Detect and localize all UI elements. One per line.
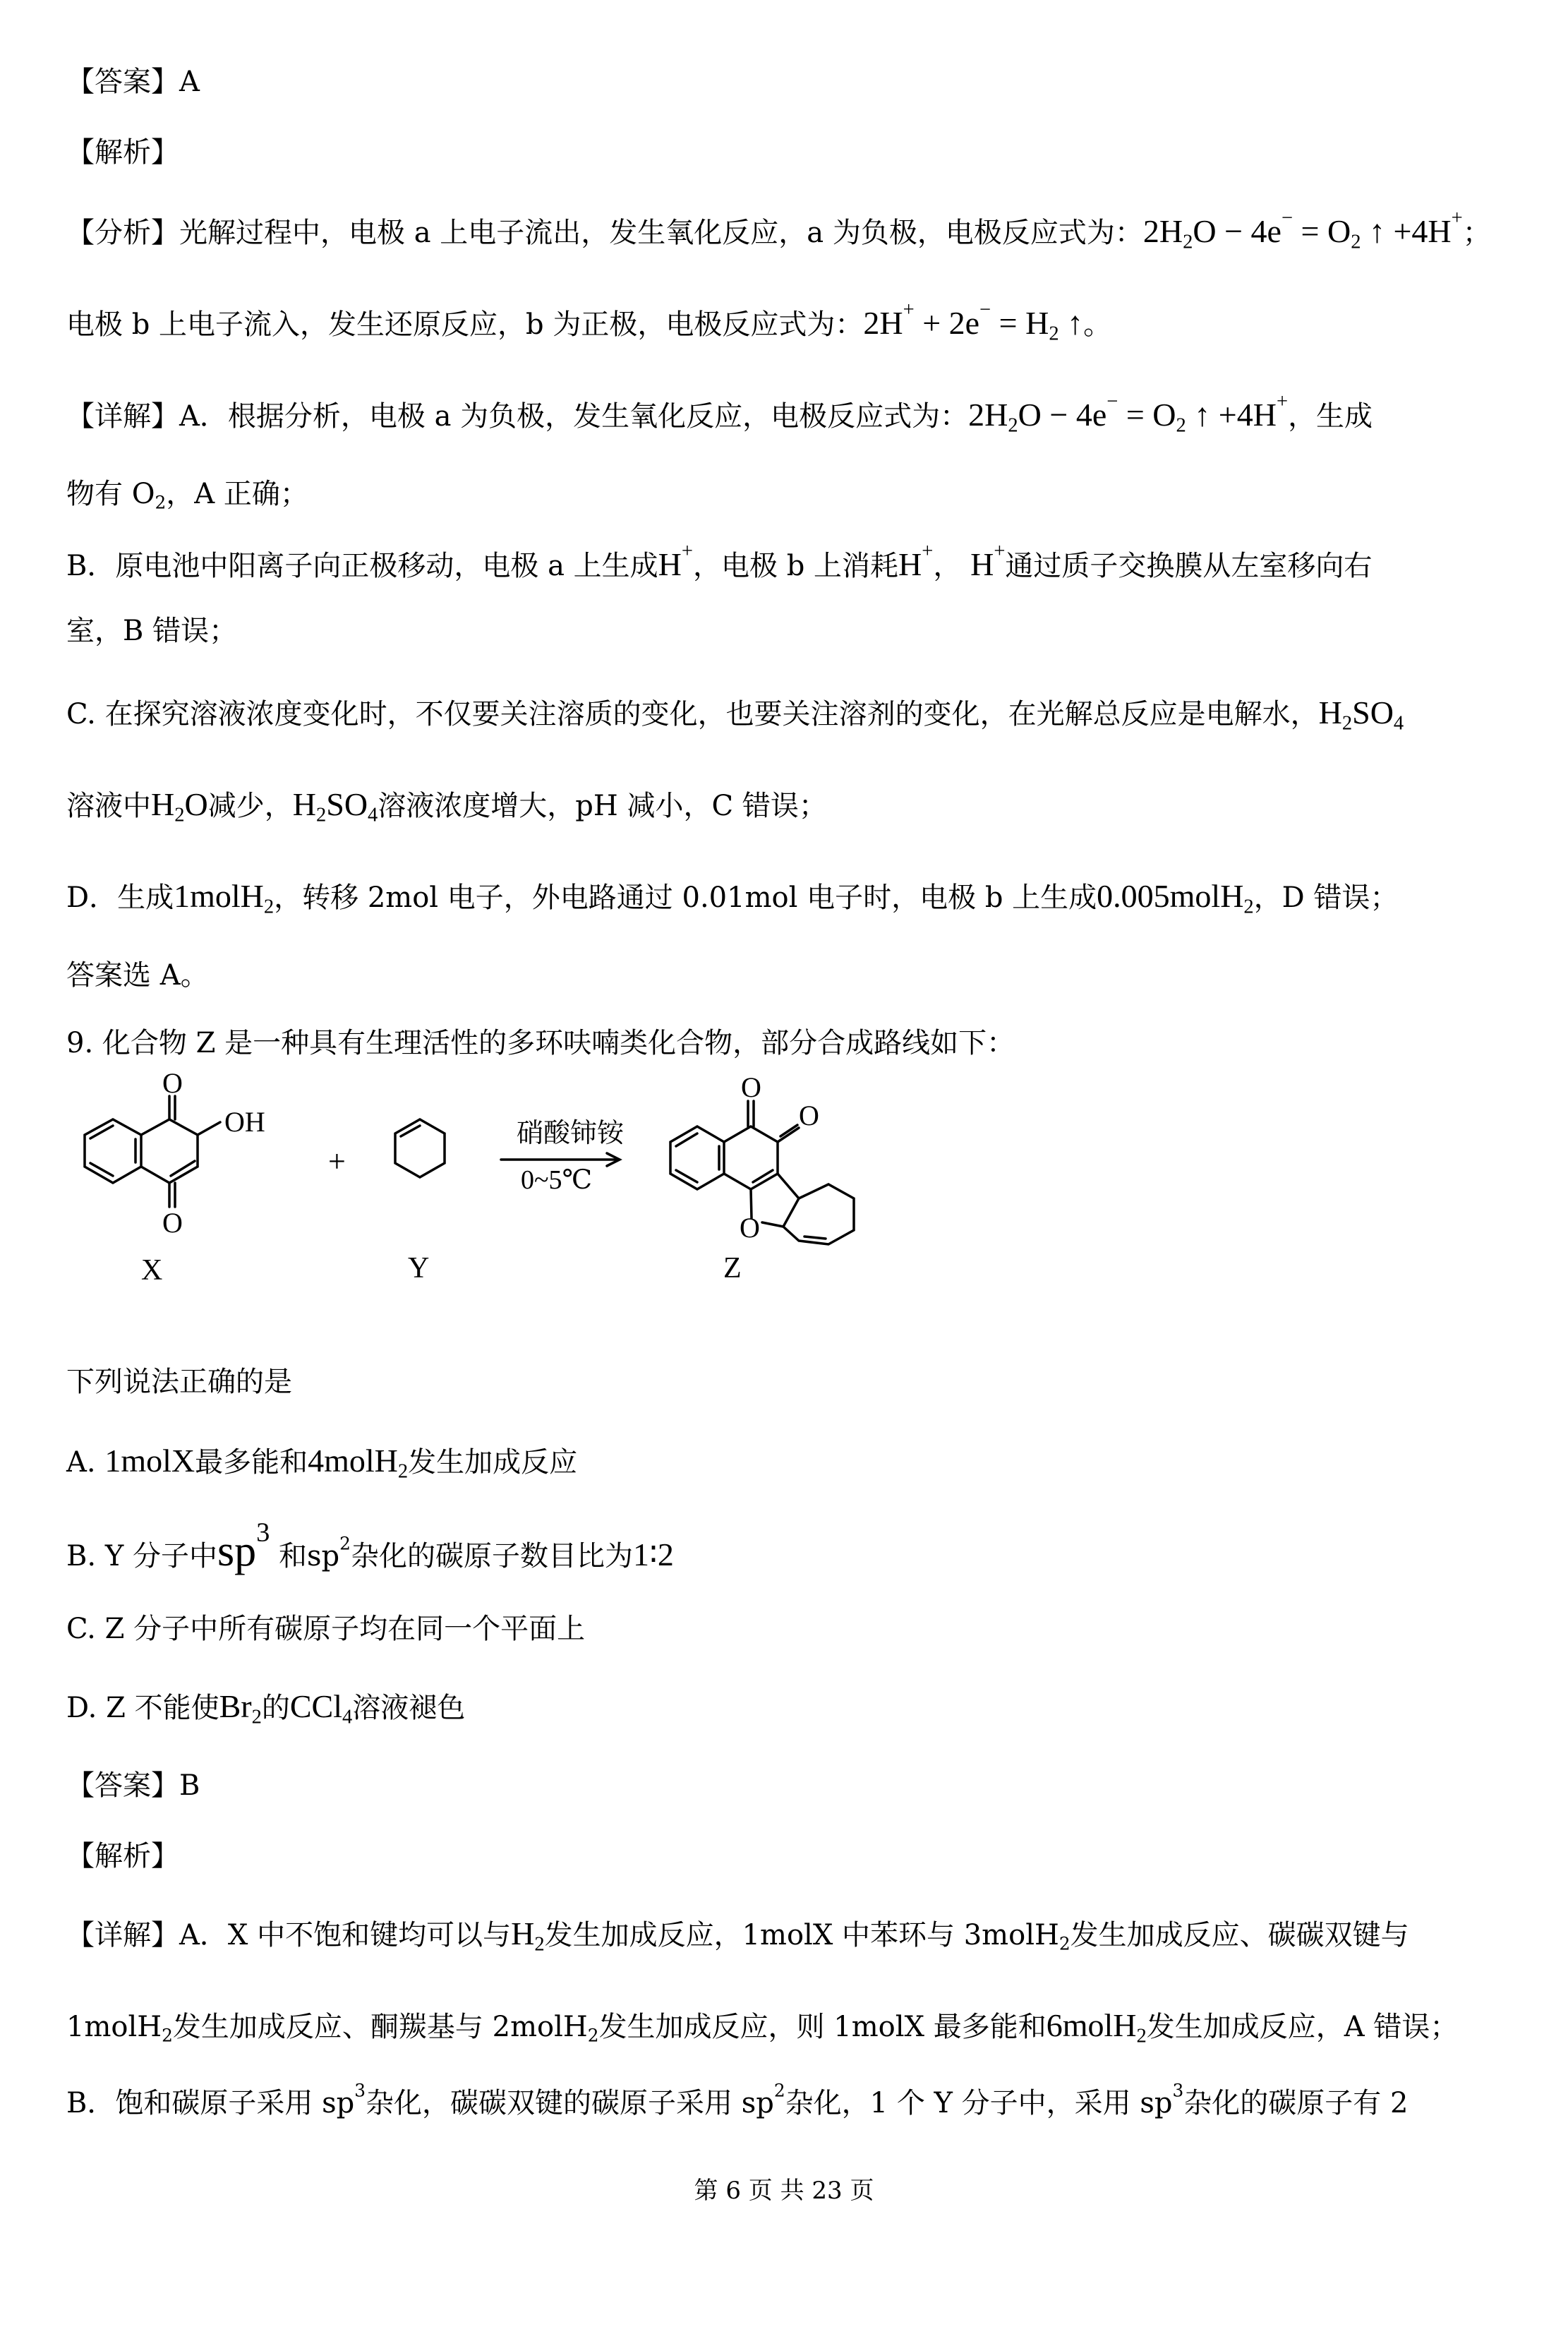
q8-option-d-line: D．生成1molH$_2$，转移 2mol 电子，外电路通过 0.01mol 电子时，电极 b 上生成0.005molH$_2$，D 错误； [66, 878, 1399, 918]
q8-option-b-line2: 室，B 错误； [66, 615, 238, 647]
q8-option-c-line2: 溶液中$H_2O$减少，$H_2SO_4$溶液浓度增大，pH 减小，C 错误； [66, 786, 827, 826]
reaction-scheme [56, 1067, 939, 1361]
svg-text:O: O [741, 1071, 761, 1103]
q9-option-a: A. 1molX最多能和4molH$_2$发生加成反应 [66, 1443, 578, 1483]
q9-detail-a-line1: 【详解】A．X 中不饱和键均可以与$H_2$发生加成反应，1molX 中苯环与 3molH$_2$发生加成反应、碳碳双键与 [66, 1915, 1409, 1956]
svg-text:硝酸铈铵: 硝酸铈铵 [517, 1119, 625, 1148]
q9-detail-b-line: B．饱和碳原子采用 $sp^3$杂化，碳碳双键的碳原子采用 $sp^2$杂化，1 个 Y 分子中，采用 $sp^3$杂化的碳原子有 2 [66, 2080, 1409, 2119]
svg-text:X: X [141, 1254, 163, 1287]
svg-text:0~5℃: 0~5℃ [521, 1165, 593, 1195]
svg-text:O: O [740, 1212, 760, 1244]
q8-detail-a-line: 【详解】A．根据分析，电极 a 为负极，发生氧化反应，电极反应式为：$2H_2O - 4e^- = O_2$ ↑ +4H+，生成 [66, 390, 1373, 437]
q8-fenxi-line: 【分析】光解过程中，电极 a 上电子流出，发生氧化反应，a 为负极，电极反应式为：$2H_2O - 4e^- = O_2$ ↑ +4H+； [66, 207, 1491, 253]
q9-stem: 9. 化合物 Z 是一种具有生理活性的多环呋喃类化合物，部分合成路线如下： [66, 1027, 1015, 1059]
svg-text:O: O [799, 1100, 819, 1131]
svg-text:OH: OH [224, 1106, 265, 1138]
svg-text:+: + [328, 1144, 346, 1179]
svg-text:Y: Y [408, 1252, 430, 1285]
q9-option-c: C. Z 分子中所有碳原子均在同一个平面上 [66, 1613, 586, 1645]
page-footer: 第 6 页 共 23 页 [694, 2177, 874, 2205]
q9-option-b: B. Y 分子中$sp^3$ 和$sp^2$杂化的碳原子数目比为1∶2 [66, 1517, 674, 1575]
q9-prompt: 下列说法正确的是 [66, 1366, 292, 1398]
q9-analysis-tag: 【解析】 [66, 1840, 179, 1872]
q9-answer-tag: 【答案】B [66, 1769, 200, 1802]
q8-final-answer: 答案选 A。 [66, 959, 209, 992]
q8-answer-tag: 【答案】A [66, 66, 200, 98]
svg-text:Z: Z [723, 1252, 742, 1285]
q8-option-c-line1: C. 在探究溶液浓度变化时，不仅要关注溶质的变化，也要关注溶剂的变化，在光解总反应是电解水，$H_2SO_4$ [66, 694, 1404, 735]
q8-product-line: 物有 $O_2$，A 正确； [66, 478, 308, 513]
svg-text:O: O [162, 1067, 183, 1099]
q9-option-d: D. Z 不能使$Br_2$的CCl$_4$溶液褪色 [66, 1688, 466, 1728]
q8-electrode-b-line: 电极 b 上电子流入，发生还原反应，b 为正极，电极反应式为：$2H^+ + 2e^- = H_2$ ↑。 [66, 299, 1112, 345]
q9-detail-a-line2: 1molH$_2$发生加成反应、酮羰基与 2molH$_2$发生加成反应，则 1molX 最多能和6molH$_2$发生加成反应，A 错误； [66, 2007, 1459, 2047]
q8-analysis-tag: 【解析】 [66, 136, 179, 169]
q8-option-b-line1: B．原电池中阳离子向正极移动，电极 a 上生成H+，电极 b 上消耗H+， H+通过质子交换膜从左室移向右 [66, 540, 1373, 582]
svg-text:O: O [162, 1207, 183, 1239]
